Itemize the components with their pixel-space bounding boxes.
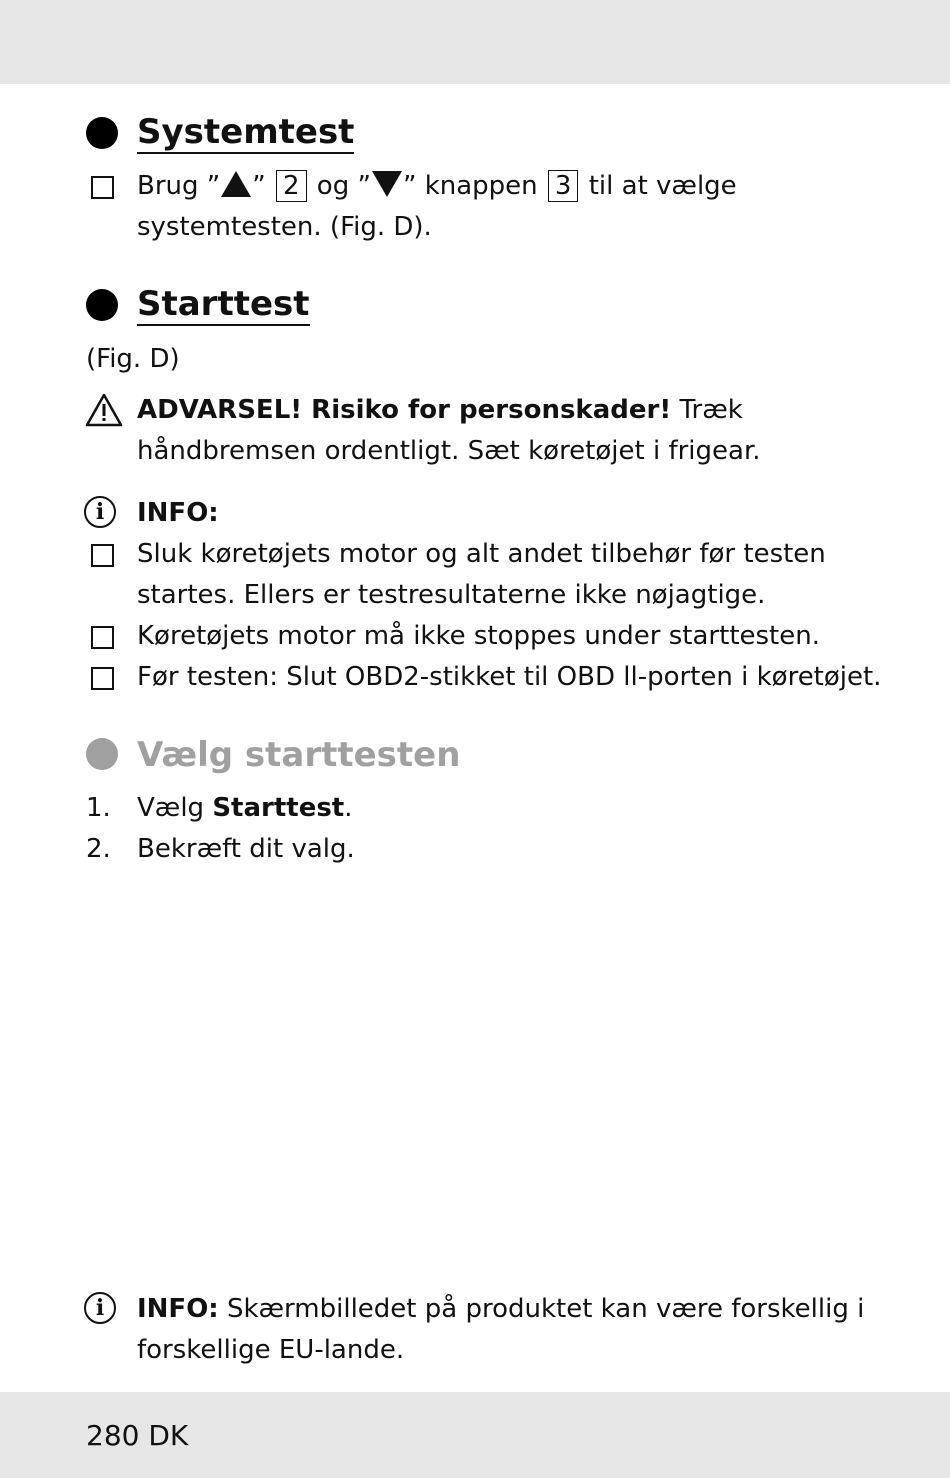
key-2-box: 2 bbox=[276, 170, 307, 202]
step-1-text bbox=[137, 788, 353, 829]
bottom-info-text: Skærmbilledet på produktet kan være forskellig i bbox=[218, 1294, 865, 1324]
warning-line1 bbox=[137, 390, 743, 431]
info-bullet-1-line1: Sluk køretøjets motor og alt andet tilbehør før testen bbox=[137, 539, 826, 569]
step-number: 2. bbox=[86, 834, 111, 864]
bullet-dot-icon bbox=[86, 738, 118, 770]
step-2-text: Bekræft dit valg. bbox=[137, 834, 355, 864]
triangle-down-icon bbox=[372, 171, 402, 197]
warning-rest-text: Træk bbox=[671, 395, 743, 425]
warning-bold-text: ADVARSEL! Risiko for personskader! bbox=[137, 395, 672, 425]
checkbox-icon bbox=[91, 626, 114, 649]
page-number: 280 DK bbox=[86, 1419, 189, 1452]
text-segment: . bbox=[344, 793, 353, 823]
bullet-dot-icon bbox=[86, 117, 118, 149]
warning-line2: håndbremsen ordentligt. Sæt køretøjet i frigear. bbox=[137, 436, 761, 466]
bottom-info-line2: forskellige EU-lande. bbox=[137, 1335, 405, 1365]
text-segment: ” bbox=[252, 171, 266, 201]
info-circle-icon: i bbox=[84, 496, 116, 528]
systemtest-instruction-line1 bbox=[137, 166, 737, 207]
step-number: 1. bbox=[86, 793, 111, 823]
key-3-box: 3 bbox=[548, 170, 579, 202]
text-segment: til at vælge bbox=[580, 171, 737, 201]
bottom-info-label: INFO: bbox=[137, 1294, 219, 1324]
step-bold-text: Starttest bbox=[212, 793, 345, 823]
text-segment: ” knappen bbox=[402, 171, 546, 201]
top-band bbox=[0, 0, 950, 84]
systemtest-heading: Systemtest bbox=[137, 112, 355, 152]
triangle-up-icon bbox=[221, 171, 251, 197]
info-bullet-2: Køretøjets motor må ikke stoppes under starttesten. bbox=[137, 621, 820, 651]
checkbox-icon bbox=[91, 176, 114, 199]
checkbox-icon bbox=[91, 667, 114, 690]
checkbox-icon bbox=[91, 544, 114, 567]
info-bullet-3: Før testen: Slut OBD2-stikket til OBD ll-porten i køretøjet. bbox=[137, 662, 882, 692]
warning-triangle-icon bbox=[85, 393, 123, 427]
info-circle-icon: i bbox=[84, 1292, 116, 1324]
starttest-heading: Starttest bbox=[137, 284, 310, 324]
systemtest-instruction-line2: systemtesten. (Fig. D). bbox=[137, 212, 432, 242]
text-segment: Brug ” bbox=[137, 171, 221, 201]
info-bullet-1-line2: startes. Ellers er testresultaterne ikke nøjagtige. bbox=[137, 580, 766, 610]
bullet-dot-icon bbox=[86, 289, 118, 321]
text-segment: og ” bbox=[308, 171, 371, 201]
vaelg-heading: Vælg starttesten bbox=[137, 735, 461, 775]
info-label: INFO: bbox=[137, 498, 219, 528]
text-segment: Vælg bbox=[137, 793, 213, 823]
bottom-info-line1 bbox=[137, 1289, 864, 1330]
fig-reference: (Fig. D) bbox=[86, 344, 180, 374]
